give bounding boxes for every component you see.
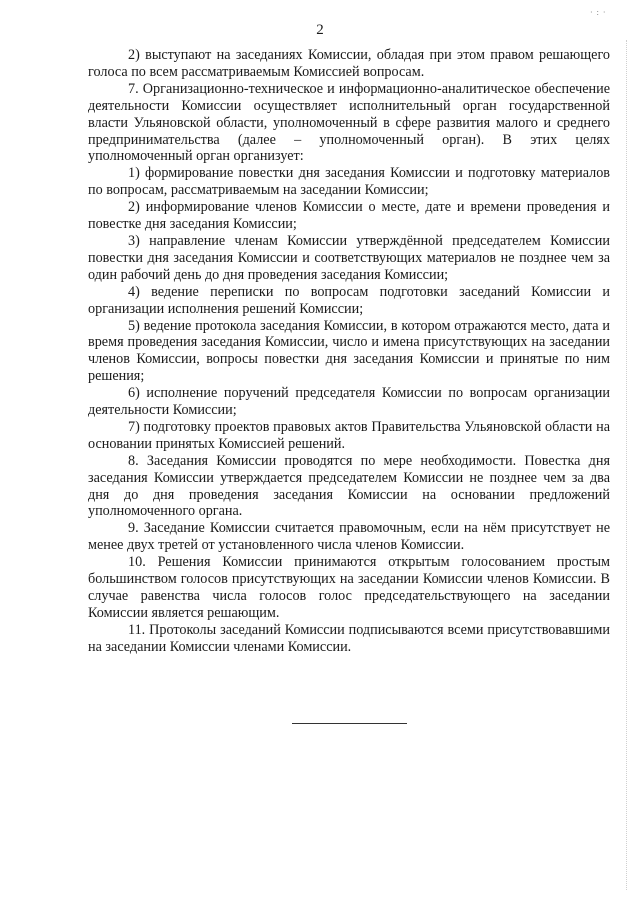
paragraph-7-item-1: 1) формирование повестки дня заседания Комиссии и подготовку материалов по вопросам, рассматриваемым на заседании Комиссии; [88,165,610,199]
paragraph-8: 8. Заседания Комиссии проводятся по мере необходимости. Повестка дня заседания Комиссии утверждается председателем Комиссии не позднее чем за два дня до дня проведения заседания Комиссии на основании предложений уполномоченного органа. [88,452,610,520]
paragraph-7-item-2: 2) информирование членов Комиссии о месте, дате и времени проведения и повестке дня заседания Комиссии; [88,199,610,233]
end-separator-line [292,723,407,724]
paragraph-7: 7. Организационно-техническое и информационно-аналитическое обеспечение деятельности Комиссии осуществляет исполнительный орган государственной власти Ульяновской области, уполномоченный в сфере развития малого и среднего предпринимательства (далее – уполномоченный орган). В этих целях уполномоченный орган организует: [88,80,610,165]
paragraph-6-item-2: 2) выступают на заседаниях Комиссии, обладая при этом правом решающего голоса по всем рассматриваемым Комиссией вопросам. [88,47,610,80]
paragraph-7-item-6: 6) исполнение поручений председателя Комиссии по вопросам организации деятельности Комиссии; [88,385,610,419]
paragraph-7-item-4: 4) ведение переписки по вопросам подготовки заседаний Комиссии и организации исполнения решений Комиссии; [88,283,610,317]
paragraph-7-item-3: 3) направление членам Комиссии утверждённой председателем Комиссии повестки дня заседания Комиссии и соответствующих материалов не позднее чем за один рабочий день до дня проведения заседания Комиссии; [88,232,610,283]
document-body [88,47,610,656]
paragraph-11: 11. Протоколы заседаний Комиссии подписываются всеми присутствовавшими на заседании Комиссии членами Комиссии. [88,621,610,655]
paragraph-10: 10. Решения Комиссии принимаются открытым голосованием простым большинством голосов присутствующих на заседании Комиссии членов Комиссии. В случае равенства числа голосов голос председательствующего на заседании Комиссии является решающим. [88,554,610,621]
page-number: 2 [316,22,324,38]
scan-artifact-mark: · : · [590,8,607,17]
scan-edge-dots [626,40,631,890]
paragraph-7-item-5: 5) ведение протокола заседания Комиссии, в котором отражаются место, дата и время проведения заседания Комиссии, число и имена присутствующих на заседании членов Комиссии, вопросы повестки дня заседания Комиссии и принятые по ним решения; [88,317,610,385]
paragraph-9: 9. Заседание Комиссии считается правомочным, если на нём присутствует не менее двух третей от установленного числа членов Комиссии. [88,520,610,554]
paragraph-7-item-7: 7) подготовку проектов правовых актов Правительства Ульяновской области на основании принятых Комиссией решений. [88,418,610,452]
